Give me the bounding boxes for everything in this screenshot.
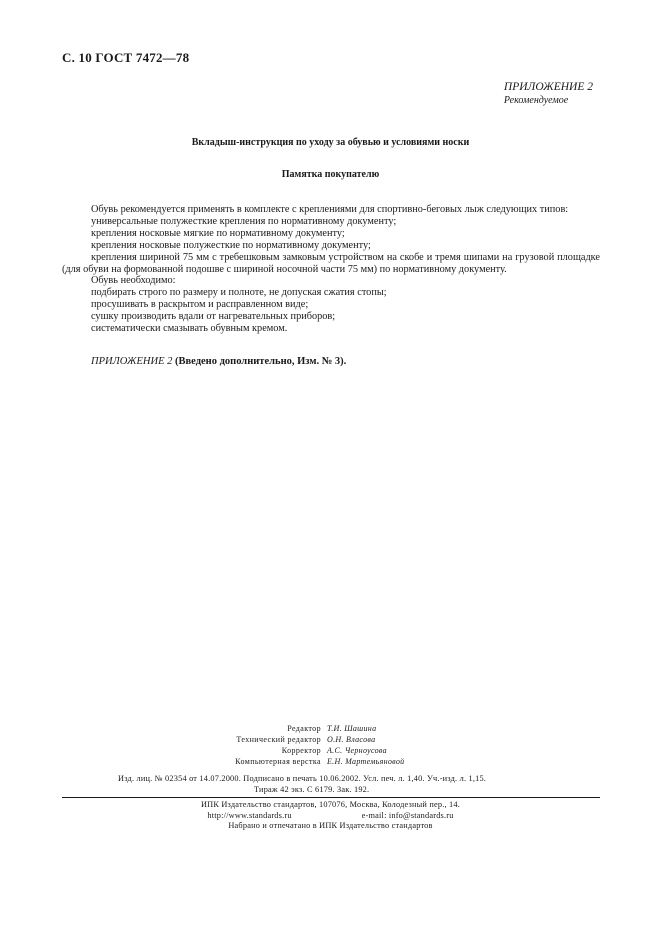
binding-type-item: крепления носковые полужесткие по нормативному документу; bbox=[91, 239, 371, 251]
credit-row bbox=[0, 756, 661, 767]
publisher-address: ИПК Издательство стандартов, 107076, Москва, Колодезный пер., 14. bbox=[200, 800, 461, 809]
publication-line: Тираж 42 экз. С 6179. Зак. 192. bbox=[254, 785, 370, 794]
email-link[interactable]: e-mail: info@standards.ru bbox=[361, 810, 454, 820]
amendment-note-text: (Введено дополнительно, Изм. № 3). bbox=[175, 356, 347, 367]
credit-row bbox=[0, 723, 661, 734]
credit-name: Е.Н. Мартемьяновой bbox=[327, 757, 405, 766]
appendix-status: Рекомендуемое bbox=[503, 95, 569, 106]
credit-role: Корректор bbox=[281, 746, 321, 755]
binding-type-item: крепления носковые мягкие по нормативному документу; bbox=[91, 227, 345, 239]
appendix-block bbox=[504, 80, 593, 108]
care-instruction-item: просушивать в раскрытом и расправленном виде; bbox=[91, 299, 309, 311]
credit-row bbox=[0, 734, 661, 745]
publication-info bbox=[118, 773, 486, 795]
care-instruction-item: сушку производить вдали от нагревательных приборов; bbox=[91, 311, 336, 323]
printed-by: Набрано и отпечатано в ИПК Издательство стандартов bbox=[228, 821, 433, 830]
website-link[interactable]: http://www.standards.ru bbox=[207, 810, 292, 820]
footer bbox=[0, 800, 661, 832]
credit-role: Редактор bbox=[287, 724, 321, 733]
credit-name: А.С. Черноусова bbox=[327, 746, 387, 755]
intro-paragraph: Обувь рекомендуется применять в комплекте с креплениями для спортивно-беговых лыж следующих типов: bbox=[91, 204, 569, 215]
document-title: Вкладыш-инструкция по уходу за обувью и условиями носки bbox=[191, 137, 470, 148]
binding-type-item: крепления шириной 75 мм с требешковым замковым устройством на скобе и тремя шипами на грузовой площадке (для обуви на формованной подошве с шириной носочной части 75 мм) по нормативному документу. bbox=[62, 251, 600, 275]
footer-divider bbox=[62, 797, 600, 798]
document-subtitle: Памятка покупателю bbox=[281, 169, 380, 180]
contact-row bbox=[0, 811, 661, 822]
appendix-label: ПРИЛОЖЕНИЕ 2 bbox=[503, 81, 593, 93]
credit-role: Технический редактор bbox=[236, 735, 321, 744]
page-header: С. 10 ГОСТ 7472—78 bbox=[62, 50, 190, 65]
body-text bbox=[62, 204, 600, 335]
credit-name: Т.И. Шашина bbox=[327, 724, 377, 733]
amendment-note-label: ПРИЛОЖЕНИЕ 2 bbox=[91, 356, 173, 367]
binding-type-item: универсальные полужесткие крепления по нормативному документу; bbox=[91, 215, 397, 227]
needs-intro: Обувь необходимо: bbox=[91, 275, 176, 287]
credit-name: О.Н. Власова bbox=[327, 735, 376, 744]
publication-line: Изд. лиц. № 02354 от 14.07.2000. Подписано в печать 10.06.2002. Усл. печ. л. 1,40. Уч.-изд. л. 1,15. bbox=[118, 774, 487, 783]
amendment-note bbox=[91, 356, 346, 367]
credit-row bbox=[0, 745, 661, 756]
credits-block bbox=[0, 723, 661, 767]
care-instruction-item: подбирать строго по размеру и полноте, не допуская сжатия стопы; bbox=[91, 287, 387, 299]
credit-role: Компьютерная верстка bbox=[235, 757, 321, 766]
care-instruction-item: систематически смазывать обувным кремом. bbox=[91, 323, 288, 335]
